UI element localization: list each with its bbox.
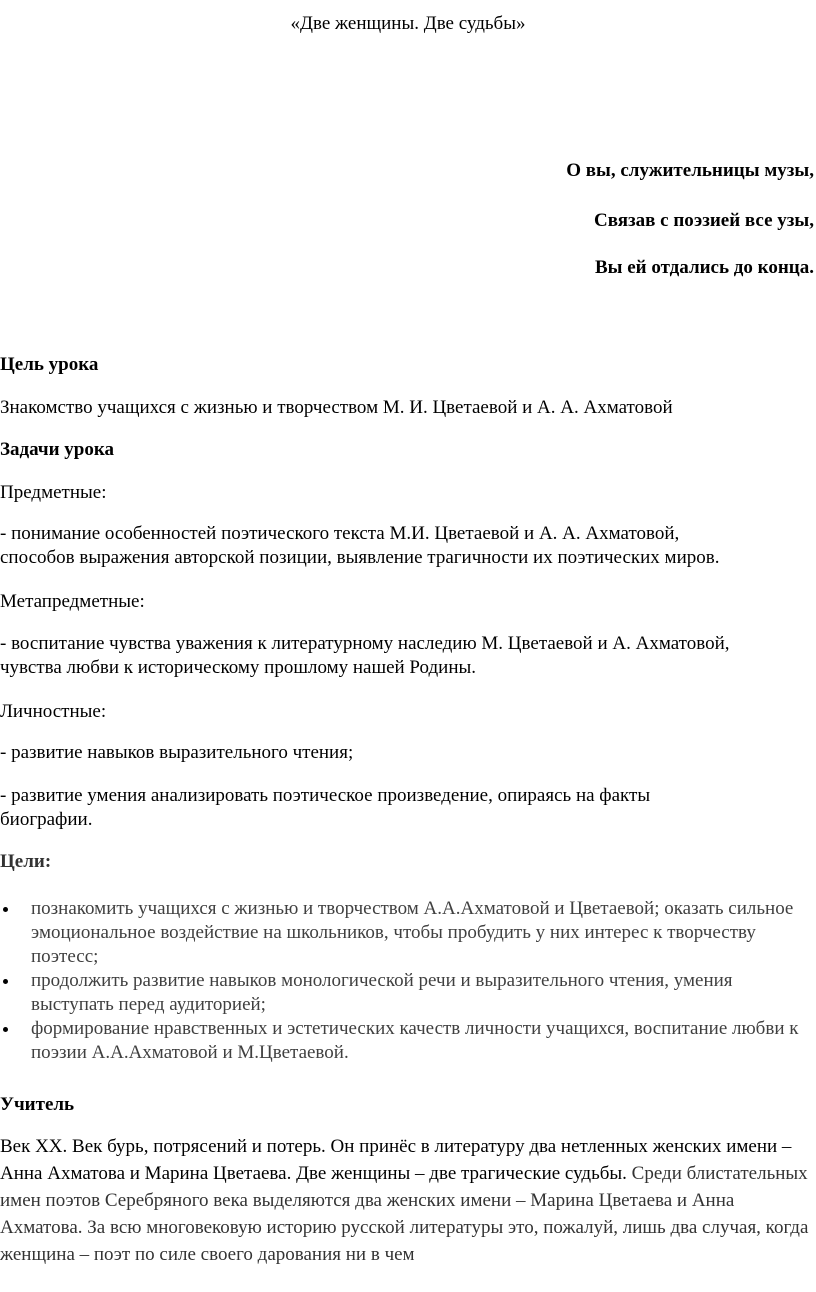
list-item [0,1017,812,1065]
goal-text: Знакомство учащихся с жизнью и творчеством М. И. Цветаевой и А. А. Ахматовой [0,397,673,418]
tasks-heading: Задачи урока [0,439,115,460]
list-item [0,969,812,1017]
aims-heading: Цели: [0,851,52,872]
personal-item-2-line-2: биографии. [0,809,93,830]
personal-item-1: - развитие навыков выразительного чтения; [0,742,354,763]
list-item [0,897,812,969]
personal-item-2-line-1: - развитие умения анализировать поэтическое произведение, опираясь на факты [0,785,651,806]
personal-label: Личностные: [0,701,107,722]
bullet-icon [3,979,8,984]
list-item-text: продолжить развитие навыков монологической речи и выразительного чтения, умения выступать перед аудиторией; [31,970,733,1015]
epigraph-line-2: Связав с поэзией все узы, [593,210,814,231]
teacher-heading: Учитель [0,1094,75,1115]
meta-label: Метапредметные: [0,591,145,612]
meta-item-line-1: - воспитание чувства уважения к литературному наследию М. Цветаевой и А. Ахматовой, [0,633,730,654]
teacher-text-part-2: Среди блистательных имен поэтов Серебряного века выделяются два женских имени – Марина Цветаева и Анна Ахматова. За всю многовековую историю русской литературы это, пожалуй, лишь два случая, когда женщина – поэт по силе своего дарования ни в чем [0,1163,809,1265]
subject-item-line-1: - понимание особенностей поэтического текста М.И. Цветаевой и А. А. Ахматовой, [0,523,680,544]
epigraph-line-1: О вы, служительницы музы, [566,160,814,181]
list-item-text: познакомить учащихся с жизнью и творчеством А.А.Ахматовой и Цветаевой; оказать сильное эмоциональное воздействие на школьников, чтобы пробудить у них интерес к творчеству поэтесс; [31,898,794,967]
bullet-icon [3,907,8,912]
teacher-text [0,1133,812,1268]
goal-heading: Цель урока [0,354,99,375]
subject-label: Предметные: [0,482,107,503]
subject-item-line-2: способов выражения авторской позиции, выявление трагичности их поэтических миров. [0,547,720,568]
document-title: «Две женщины. Две судьбы» [290,13,526,34]
meta-item-line-2: чувства любви к историческому прошлому нашей Родины. [0,657,477,678]
bullet-icon [3,1027,8,1032]
teacher-text-part-1: Век XX. Век бурь, потрясений и потерь. Он принёс в литературу два нетленных женских имени – Анна Ахматова и Марина Цветаева. Две женщины – две трагические судьбы. [0,1136,792,1184]
aims-list [0,897,812,1065]
list-item-text: формирование нравственных и эстетических качеств личности учащихся, воспитание любви к поэзии А.А.Ахматовой и М.Цветаевой. [31,1018,799,1063]
epigraph-line-3: Вы ей отдались до конца. [594,257,814,278]
